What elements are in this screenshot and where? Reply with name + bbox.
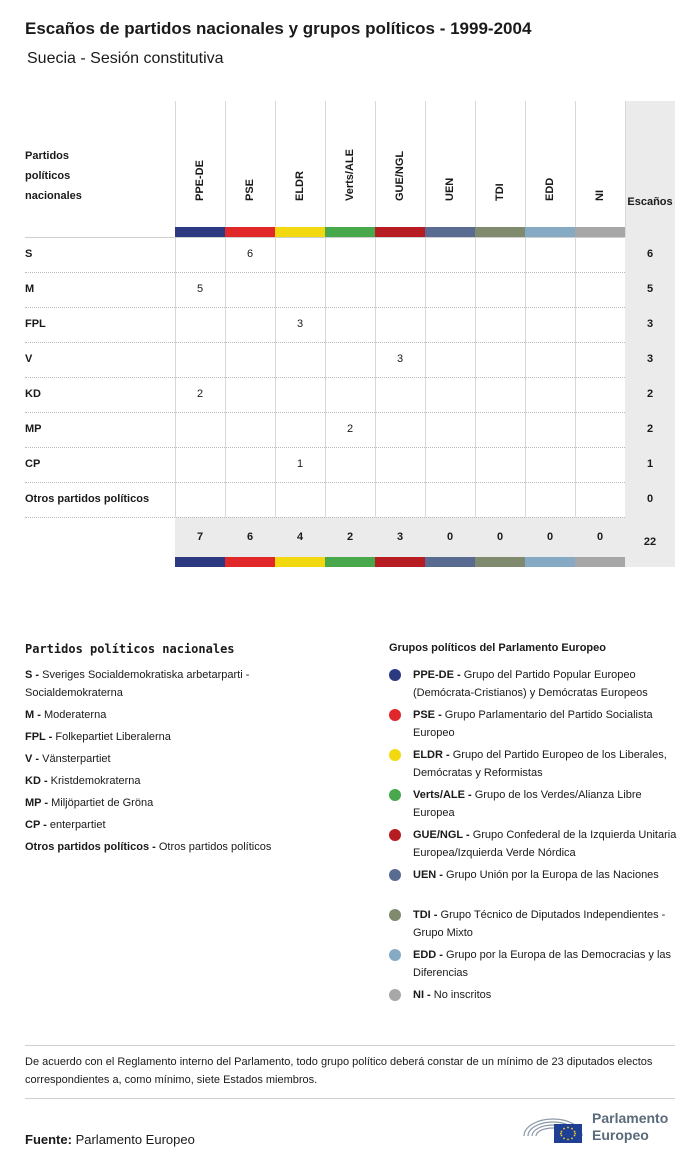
- group-header: [275, 110, 325, 225]
- group-legend-name: Grupo por la Europa de las Democracias y las Diferencias: [413, 949, 672, 979]
- group-color-bar-bottom: [375, 557, 425, 567]
- party-legend-name: Miljöpartiet de Gröna: [48, 797, 154, 809]
- row-party-label: Otros partidos políticos: [25, 493, 150, 505]
- party-legend-item: [25, 706, 345, 724]
- group-legend-code: ELDR -: [413, 749, 450, 761]
- group-color-dot: [389, 989, 401, 1001]
- row-divider: [25, 482, 625, 483]
- group-legend-code: NI -: [413, 989, 431, 1001]
- legend-groups-title: Grupos políticos del Parlamento Europeo: [389, 642, 606, 654]
- row-party-label: FPL: [25, 318, 46, 330]
- group-color-bar-bottom: [325, 557, 375, 567]
- group-legend-code: GUE/NGL -: [413, 829, 470, 841]
- group-header-label: PSE: [244, 178, 256, 201]
- party-legend-code: M -: [25, 709, 41, 721]
- group-total: 0: [596, 531, 604, 543]
- row-divider: [25, 377, 625, 378]
- group-legend-code: UEN -: [413, 869, 443, 881]
- european-parliament-hemicycle-icon: [520, 1106, 586, 1146]
- group-legend-code: Verts/ALE -: [413, 789, 472, 801]
- row-divider: [25, 342, 625, 343]
- group-color-bar: [525, 227, 575, 237]
- party-legend-name: Kristdemokraterna: [47, 775, 141, 787]
- ep-logo: [520, 1106, 680, 1148]
- row-party-label: MP: [25, 423, 42, 435]
- seat-value: 6: [246, 248, 254, 260]
- group-color-dot: [389, 949, 401, 961]
- group-header-label: NI: [594, 190, 606, 201]
- party-legend-code: CP -: [25, 819, 47, 831]
- page-subtitle: Suecia - Sesión constitutiva: [27, 50, 224, 67]
- row-party-label: M: [25, 283, 35, 295]
- row-total: 2: [625, 377, 675, 412]
- group-total: 4: [296, 531, 304, 543]
- group-legend-item: [389, 906, 684, 946]
- group-legend-item: [389, 986, 684, 1026]
- group-header: [575, 110, 625, 225]
- party-legend-code: KD -: [25, 775, 48, 787]
- party-legend-code: FPL -: [25, 731, 53, 743]
- group-legend-item: [389, 746, 684, 786]
- footnote: De acuerdo con el Reglamento interno del Parlamento, todo grupo político deberá constar de un mínimo de 23 diputados electos correspondientes a, como mínimo, siete Estados miembros.: [25, 1056, 653, 1086]
- group-color-dot: [389, 869, 401, 881]
- legend-groups: [389, 666, 684, 1026]
- group-color-dot: [389, 789, 401, 801]
- group-legend-name: Grupo del Partido Popular Europeo (Demócrata-Cristianos) y Demócratas Europeos: [413, 669, 648, 699]
- party-legend-code: MP -: [25, 797, 49, 809]
- group-header-label: GUE/NGL: [394, 150, 406, 201]
- group-color-bar: [225, 227, 275, 237]
- group-color-bar: [425, 227, 475, 237]
- group-color-dot: [389, 709, 401, 721]
- party-legend-code: V -: [25, 753, 40, 765]
- group-color-bar-bottom: [475, 557, 525, 567]
- row-divider: [25, 412, 625, 413]
- ep-logo-text: Parlamento Europeo: [592, 1110, 669, 1143]
- group-legend-code: PSE -: [413, 709, 442, 721]
- source-label: Fuente:: [25, 1132, 72, 1147]
- source-value: Parlamento Europeo: [75, 1132, 195, 1147]
- party-legend-name: Folkepartiet Liberalerna: [52, 731, 171, 743]
- group-header-label: EDD: [544, 177, 556, 201]
- group-total: 0: [496, 531, 504, 543]
- party-legend-item: [25, 750, 345, 768]
- row-party-label: KD: [25, 388, 41, 400]
- row-divider: [25, 447, 625, 448]
- party-legend-code: S -: [25, 669, 40, 681]
- group-header: [525, 110, 575, 225]
- row-party-label: CP: [25, 458, 41, 470]
- group-header: [225, 110, 275, 225]
- party-legend-item: [25, 816, 345, 834]
- group-legend-item: [389, 866, 684, 906]
- row-total: 2: [625, 412, 675, 447]
- party-legend-name: enterpartiet: [46, 819, 106, 831]
- group-color-bar: [375, 227, 425, 237]
- group-legend-name: Grupo del Partido Europeo de los Liberales, Demócratas y Reformistas: [413, 749, 667, 779]
- group-header-label: TDI: [494, 183, 506, 201]
- group-header: [375, 110, 425, 225]
- row-total: 5: [625, 272, 675, 307]
- seat-value: 1: [296, 458, 304, 470]
- row-divider: [25, 307, 625, 308]
- group-legend-name: Grupo Confederal de la Izquierda Unitaria Europea/Izquierda Verde Nórdica: [413, 829, 677, 859]
- party-legend-code: Otros partidos políticos -: [25, 841, 156, 853]
- group-color-bar-bottom: [275, 557, 325, 567]
- party-legend-item: [25, 666, 345, 702]
- party-legend-item: [25, 794, 345, 812]
- group-color-dot: [389, 749, 401, 761]
- group-color-bar: [275, 227, 325, 237]
- group-header: [325, 110, 375, 225]
- party-legend-name: Moderaterna: [40, 709, 107, 721]
- row-party-label: V: [25, 353, 33, 365]
- row-total: 6: [625, 237, 675, 272]
- legend-parties-title: Partidos políticos nacionales: [25, 642, 235, 656]
- seat-value: 5: [196, 283, 204, 295]
- group-header: [425, 110, 475, 225]
- group-header-label: ELDR: [294, 171, 306, 201]
- group-color-dot: [389, 669, 401, 681]
- group-legend-name: Grupo Técnico de Diputados Independientes - Grupo Mixto: [413, 909, 666, 939]
- party-legend-item: [25, 728, 345, 746]
- group-color-bar-bottom: [575, 557, 625, 567]
- group-total: 2: [346, 531, 354, 543]
- group-legend-code: EDD -: [413, 949, 443, 961]
- seat-value: 2: [346, 423, 354, 435]
- seat-value: 3: [396, 353, 404, 365]
- header-divider: [25, 237, 625, 238]
- note-divider-bottom: [25, 1098, 675, 1099]
- seat-value: 2: [196, 388, 204, 400]
- group-header-label: Verts/ALE: [344, 149, 356, 201]
- source: [25, 1132, 195, 1147]
- group-color-bar: [475, 227, 525, 237]
- seat-value: 3: [296, 318, 304, 330]
- group-header-label: UEN: [444, 177, 456, 201]
- row-total: 1: [625, 447, 675, 482]
- group-color-dot: [389, 829, 401, 841]
- note-divider-top: [25, 1045, 675, 1046]
- group-header: [175, 110, 225, 225]
- party-legend-name: Vänsterpartiet: [39, 753, 111, 765]
- group-total: 6: [246, 531, 254, 543]
- group-header-label: PPE-DE: [194, 160, 206, 201]
- group-legend-name: Grupo Unión por la Europa de las Naciones: [442, 869, 659, 881]
- group-color-bar: [575, 227, 625, 237]
- group-legend-code: TDI -: [413, 909, 438, 921]
- row-total: 3: [625, 307, 675, 342]
- group-color-bar: [325, 227, 375, 237]
- party-legend-item: [25, 772, 345, 790]
- group-color-bar-bottom: [175, 557, 225, 567]
- row-total: 0: [625, 482, 675, 517]
- group-color-bar: [175, 227, 225, 237]
- seats-column-header: Escaños: [625, 101, 675, 237]
- party-legend-item: [25, 838, 345, 856]
- row-total: 3: [625, 342, 675, 377]
- group-color-bar-bottom: [525, 557, 575, 567]
- row-party-label: S: [25, 248, 33, 260]
- group-legend-name: Grupo de los Verdes/Alianza Libre Europea: [413, 789, 642, 819]
- group-legend-item: [389, 786, 684, 826]
- group-legend-item: [389, 946, 684, 986]
- group-legend-name: Grupo Parlamentario del Partido Socialista Europeo: [413, 709, 653, 739]
- party-legend-name: Sveriges Socialdemokratiska arbetarparti - Socialdemokraterna: [25, 669, 250, 699]
- row-divider: [25, 272, 625, 273]
- group-total: 3: [396, 531, 404, 543]
- group-total: 0: [446, 531, 454, 543]
- group-legend-item: [389, 666, 684, 706]
- group-header: [475, 110, 525, 225]
- group-legend-name: No inscritos: [430, 989, 492, 1001]
- party-column-header: Partidos políticos nacionales: [25, 150, 82, 202]
- group-color-dot: [389, 909, 401, 921]
- grand-total: 22: [625, 517, 675, 567]
- legend-parties: [25, 666, 345, 860]
- group-legend-item: [389, 826, 684, 866]
- group-color-bar-bottom: [425, 557, 475, 567]
- party-legend-name: Otros partidos políticos: [155, 841, 272, 853]
- page-title: Escaños de partidos nacionales y grupos políticos - 1999-2004: [25, 19, 532, 38]
- group-legend-code: PPE-DE -: [413, 669, 461, 681]
- group-total: 0: [546, 531, 554, 543]
- group-total: 7: [196, 531, 204, 543]
- group-legend-item: [389, 706, 684, 746]
- group-color-bar-bottom: [225, 557, 275, 567]
